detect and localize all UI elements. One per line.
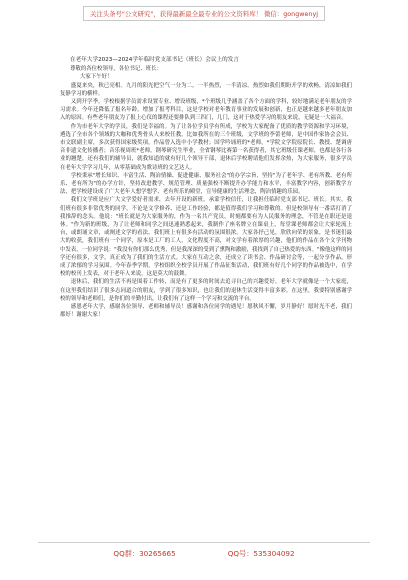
paragraph: 又到开学季。学校根据学员需求设置专业、增设班级，*个班级几乎涵盖了各个方面的学科，较好地满足老年朋友的学习需求。今年还降低了报名年龄，增加了报考科目，这是学校对老年教育事业的发展和创新，也正是越来越多老年朋友加入的原因。有些老年朋友为了报上心仪的课程还要排队到三四门，几门，这对于热爱学习的朋友来说，无疑是一大福音。 [60,99,352,122]
footer [0,549,408,559]
salutation-line-1: 尊敬的各位校领导，各位书记、班长： [70,66,162,73]
header-banner-text: 关注头条号"公文研究"，获得最新最全最专业的公文资料库！ 微信：gongwenyj [83,6,325,21]
paragraph: 我们文学班是应广大文学爱好者需求，去年开设的新班，承蒙学校信任，让我担任临时党支部书记、班长。其实，我们班有很多非常优秀的同学，不论是文学修养、还是工作经验，都是值得我们学习和尊敬的。但是校领导有一番话打消了我推辞的念头。他说："班长就是为大家服务的，作为一名共产党员，时刻都要有为人民服务的理念，不管是在职还是退休。"作为新的班级，为了让老师和同学之间迅速熟悉起来，我制作了座名牌立在课桌上，每堂课老师都会让大家轮流上台，或朗诵文章，或阐述文学的看法，我们班上有很多有活动的氛围很浓。大家各抒己见，欣欣向荣的景象，是书迷们最大的收获，我们班有一个同学，原本是工厂的工人，文化程度不高，对文学有着浓厚的兴趣，他们的作品在各个文学刊物中发表，一位同学说："我没有你们那么优秀，但是我深深的受到了熏陶和激励，我找到了自己热爱的东西。"像他这样的同学还有很多，文学，真正成为了我们的生活方式。大家在互动之余，还成立了读书会、作品研讨会等，一起分享作品，形成了浓郁的学习氛围。今年春季学期，学校组织全校学员开展了作品征集活动，我们班有好几个同学的作品被选中，在学校的校刊上发表，对于老年人来说，这是莫大的鼓舞。 [60,197,352,278]
article-body [60,56,352,320]
article-title: 在老年大学2023—2024学年临时党支部书记（班长）会议上的发言 [70,57,239,63]
paragraph: 退休后，我们的生活不再是围着工作转，而是有了更多的时间去追寻自己的兴趣爱好。老年大学就像是一个大家庭，在这里我们结识了很多志同道合的朋友，学到了很多知识，也让我们的退休生活变得丰富多彩。在这里，我要特别感谢学校的领导和老师们，是你们的辛勤付出，让我们有了这样一个学习和交流的平台。 [60,279,352,302]
paragraph: 感恩老年大学，感谢各位领导、老师和辅导员！感谢和各位同学的遇见！愿秋风不懈，岁月静好！愿时光不老，我们都好！谢谢大家！ [60,304,352,319]
paragraph: 学校秉承"增长知识、丰富生活、陶冶情操、促进健康、服务社会"的办学宗旨，坚持"为了老年学、老有所教、老有所乐、老有所为"的办学方针，坚持改进教学、规范管理、质量强校不断提升办学能力和水平，丰富教学内容，创新教学方法，把学校建设成了广大老年人想学想学、老有所乐的殿堂，宣导健康的生活理念，陶冶情趣的乐园。 [60,172,352,196]
qq-group-label: QQ群：30265665 [113,549,176,558]
footer-divider [38,542,370,543]
paragraph: 盛夏来央，秋已亮相。九月的阳光把空气一分为二，一半热烈，一半清凉。热烈如我们期盼开学的欢畅，清凉如我们复静学习的横样。 [60,82,352,97]
salutation-line-2: 大家下午好！ [80,74,113,81]
paragraph: 作为市老年大学的学员，我们是幸福的。为了让各位学员学有所成，学校为大家配备了优质的教学资源和学习环境，遴选了全市各个领域的大咖和优秀骨头人来校任教。比如我所在的三个班级，文学班的李蕾老师，是中国作家协会会员、市文联副主席，多次获得国家级奖项，作品曾入选中小学教材；国学吟诵班的*老师，*学院文学院原院长、教授、楚调唐音非遗文化传播者；音乐视周班*老师，钢琴研究生毕业，全省钢琴比赛第一名获得者，其它班级任课老师，也都是各行各业的翘楚，还有我们的辅导员，就我知道的就有好几个领导干部，退休后学校聘请他们发挥余热，为大家服务，很多学员在老年大学学习几年，从零基础成为歌诗班的文艺达人。 [60,123,352,171]
qq-number-label: QQ号：535304092 [227,549,295,558]
header-banner [0,6,408,21]
